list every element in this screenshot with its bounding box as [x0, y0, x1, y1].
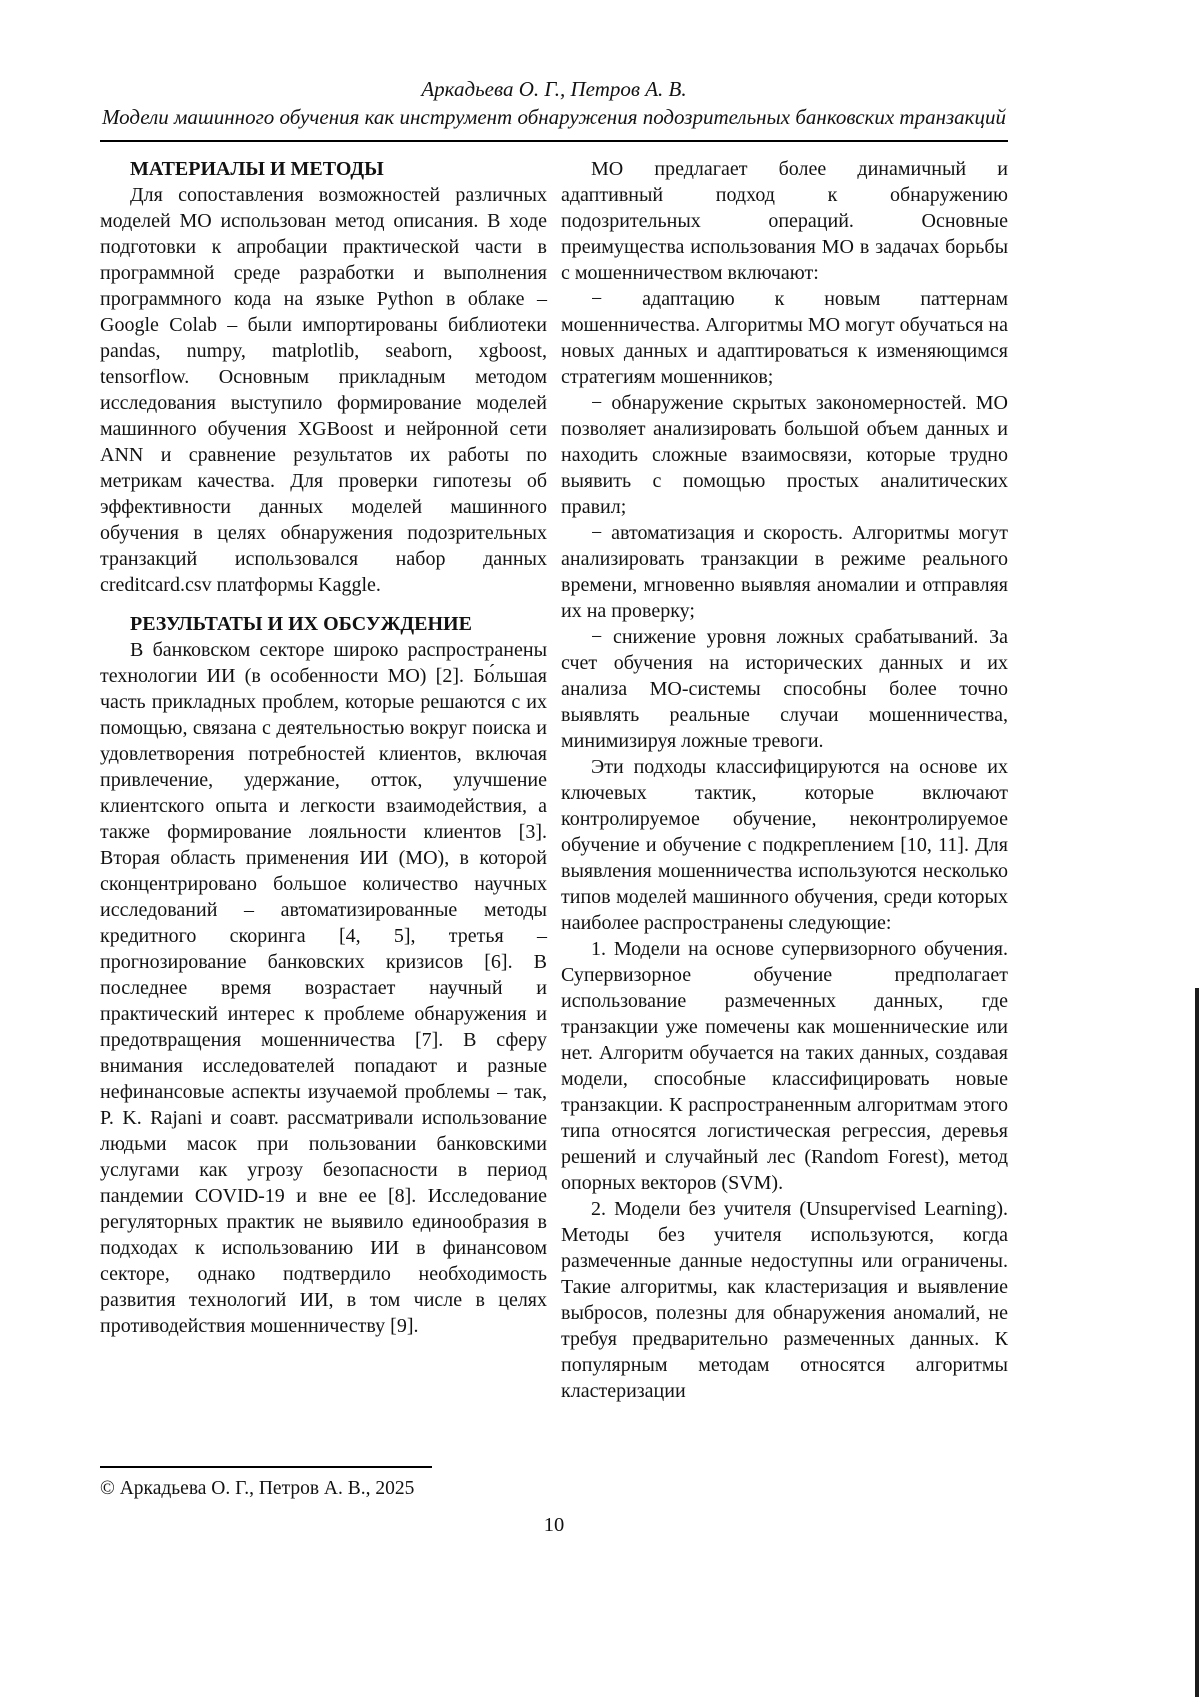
section-heading-results-and-discussion: РЕЗУЛЬТАТЫ И ИХ ОБСУЖДЕНИЕ	[130, 613, 472, 635]
copyright-rule	[100, 1466, 432, 1468]
list-item-numbered: 1. Модели на основе супервизорного обучения. Супервизорное обучение предполагает использование размеченных данных, где транзакции уже помечены как мошеннические или нет. Алгоритм обучается на таких данных, создавая модели, способные классифицировать новые транзакции. К распространенным алгоритмам этого типа относятся логистическая регрессия, деревья решений и случайный лес (Random Forest), метод опорных векторов (SVM).	[561, 938, 1008, 1194]
list-item-numbered: 2. Модели без учителя (Unsupervised Learning). Методы без учителя используются, когда размеченные данные недоступны или ограничены. Такие алгоритмы, как кластеризация и выявление выбросов, полезны для обнаружения аномалий, не требуя предварительно размеченных данных. К популярным методам относятся алгоритмы кластеризации	[561, 1198, 1008, 1402]
page-footer	[100, 1466, 1008, 1537]
list-item-dash: − обнаружение скрытых закономерностей. МО позволяет анализировать большой объем данных и находить сложные взаимосвязи, которые трудно выявить с помощью простых аналитических правил;	[561, 392, 1008, 518]
list-item-dash: − автоматизация и скорость. Алгоритмы могут анализировать транзакции в режиме реального времени, мгновенно выявляя аномалии и отправляя их на проверку;	[561, 522, 1008, 622]
scan-artifact-line	[1195, 988, 1199, 1697]
list-item-dash: − адаптацию к новым паттернам мошенничества. Алгоритмы МО могут обучаться на новых данных и адаптироваться к изменяющимся стратегиям мошенников;	[561, 288, 1008, 388]
paragraph: Для сопоставления возможностей различных моделей МО использован метод описания. В ходе подготовки к апробации практической части в программной среде разработки и выполнения программного кода на языке Python в облаке – Google Colab – были импортированы библиотеки pandas, numpy, matplotlib, seaborn, xgboost, tensorflow. Основным прикладным методом исследования выступило формирование моделей машинного обучения XGBoost и нейронной сети ANN и сравнение результатов их работы по метрикам качества. Для проверки гипотезы об эффективности данных моделей машинного обучения в целях обнаружения подозрительных транзакций использовался набор данных creditcard.csv платформы Kaggle.	[100, 184, 547, 596]
list-item-dash: − снижение уровня ложных срабатываний. За счет обучения на исторических данных и их анализа МО-системы способны более точно выявлять реальные случаи мошенничества, минимизируя ложные тревоги.	[561, 626, 1008, 752]
paragraph: МО предлагает более динамичный и адаптивный подход к обнаружению подозрительных операций. Основные преимущества использования МО в задачах борьбы с мошенничеством включают:	[561, 158, 1008, 284]
copyright-notice: © Аркадьева О. Г., Петров А. В., 2025	[100, 1478, 415, 1499]
header-authors: Аркадьева О. Г., Петров А. В.	[421, 77, 687, 101]
paragraph: Эти подходы классифицируются на основе их ключевых тактик, которые включают контролируемое обучение, неконтролируемое обучение и обучение с подкреплением [10, 11]. Для выявления мошенничества используются несколько типов моделей машинного обучения, среди которых наиболее распространены следующие:	[561, 756, 1008, 934]
left-column	[100, 156, 547, 1404]
right-column	[561, 156, 1008, 1404]
paragraph: В банковском секторе широко распространены технологии ИИ (в особенности МО) [2]. Бо́льшая часть прикладных проблем, которые решаются с их помощью, связана с деятельностью вокруг поиска и удовлетворения потребностей клиентов, включая привлечение, удержание, отток, улучшение клиентского опыта и легкости взаимодействия, а также формирование лояльности клиентов [3]. Вторая область применения ИИ (МО), в которой сконцентрировано большое количество научных исследований – автоматизированные методы кредитного скоринга [4, 5], третья – прогнозирование банковских кризисов [6]. В последнее время возрастает научный и практический интерес к проблеме обнаружения и предотвращения мошенничества [7]. В сферу внимания исследователей попадают и разные нефинансовые аспекты изучаемой проблемы – так, P. K. Rajani и соавт. рассматривали использование людьми масок при пользовании банковскими услугами как угрозу безопасности в период пандемии COVID-19 и вне ее [8]. Исследование регуляторных практик не выявило единообразия в подходах к использованию ИИ в финансовом секторе, однако подтвердило необходимость развития технологий ИИ, в том числе в целях противодействия мошенничеству [9].	[100, 639, 547, 1337]
page-content	[100, 76, 1008, 1404]
page-number: 10	[543, 1514, 565, 1536]
section-heading-materials-and-methods: МАТЕРИАЛЫ И МЕТОДЫ	[130, 158, 384, 180]
header-rule	[100, 140, 1008, 142]
text-columns	[100, 156, 1008, 1404]
header-title: Модели машинного обучения как инструмент обнаружения подозрительных банковских транзакций	[101, 105, 1007, 129]
